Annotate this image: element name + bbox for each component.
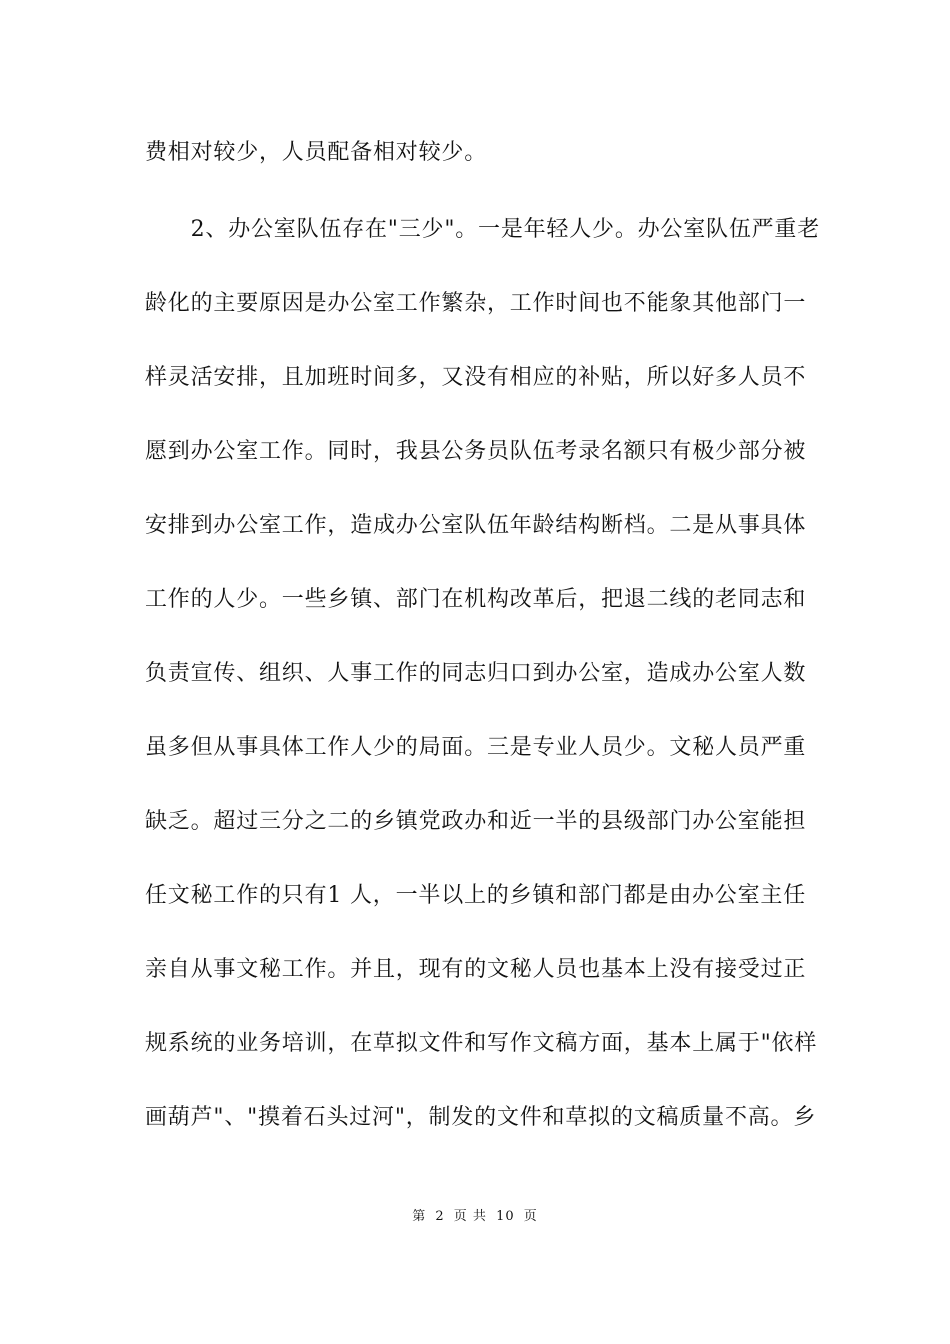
footer-prefix: 第 bbox=[412, 1209, 427, 1224]
paragraph-line: 费相对较少，人员配备相对较少。 bbox=[145, 140, 488, 165]
footer-current-page: 2 bbox=[435, 1209, 445, 1224]
paragraph-line: 样灵活安排，且加班时间多，又没有相应的补贴，所以好多人员不 bbox=[145, 365, 807, 390]
paragraph-line: 规系统的业务培训，在草拟文件和写作文稿方面，基本上属于"依样 bbox=[145, 1031, 818, 1056]
footer-suffix: 页 bbox=[523, 1209, 538, 1224]
paragraph-line: 安排到办公室工作，造成办公室队伍年龄结构断档。二是从事具体 bbox=[145, 513, 807, 538]
paragraph-line: 龄化的主要原因是办公室工作繁杂，工作时间也不能象其他部门一 bbox=[145, 291, 807, 316]
paragraph-line: 愿到办公室工作。同时，我县公务员队伍考录名额只有极少部分被 bbox=[145, 439, 807, 464]
paragraph-line: 任文秘工作的只有1 人，一半以上的乡镇和部门都是由办公室主任 bbox=[145, 883, 806, 908]
paragraph-line: 2、办公室队伍存在"三少"。一是年轻人少。办公室队伍严重老 bbox=[145, 217, 821, 242]
paragraph-line: 缺乏。超过三分之二的乡镇党政办和近一半的县级部门办公室能担 bbox=[145, 809, 807, 834]
page-footer bbox=[0, 1208, 950, 1226]
paragraph-line: 工作的人少。一些乡镇、部门在机构改革后，把退二线的老同志和 bbox=[145, 587, 807, 612]
paragraph-line: 画葫芦"、"摸着石头过河"，制发的文件和草拟的文稿质量不高。乡 bbox=[145, 1105, 817, 1130]
footer-middle: 页 共 bbox=[453, 1209, 487, 1224]
paragraph-line: 负责宣传、组织、人事工作的同志归口到办公室，造成办公室人数 bbox=[145, 661, 807, 686]
paragraph-line: 虽多但从事具体工作人少的局面。三是专业人员少。文秘人员严重 bbox=[145, 735, 807, 760]
paragraph-line: 亲自从事文秘工作。并且，现有的文秘人员也基本上没有接受过正 bbox=[145, 957, 807, 982]
footer-total-pages: 10 bbox=[496, 1209, 515, 1224]
